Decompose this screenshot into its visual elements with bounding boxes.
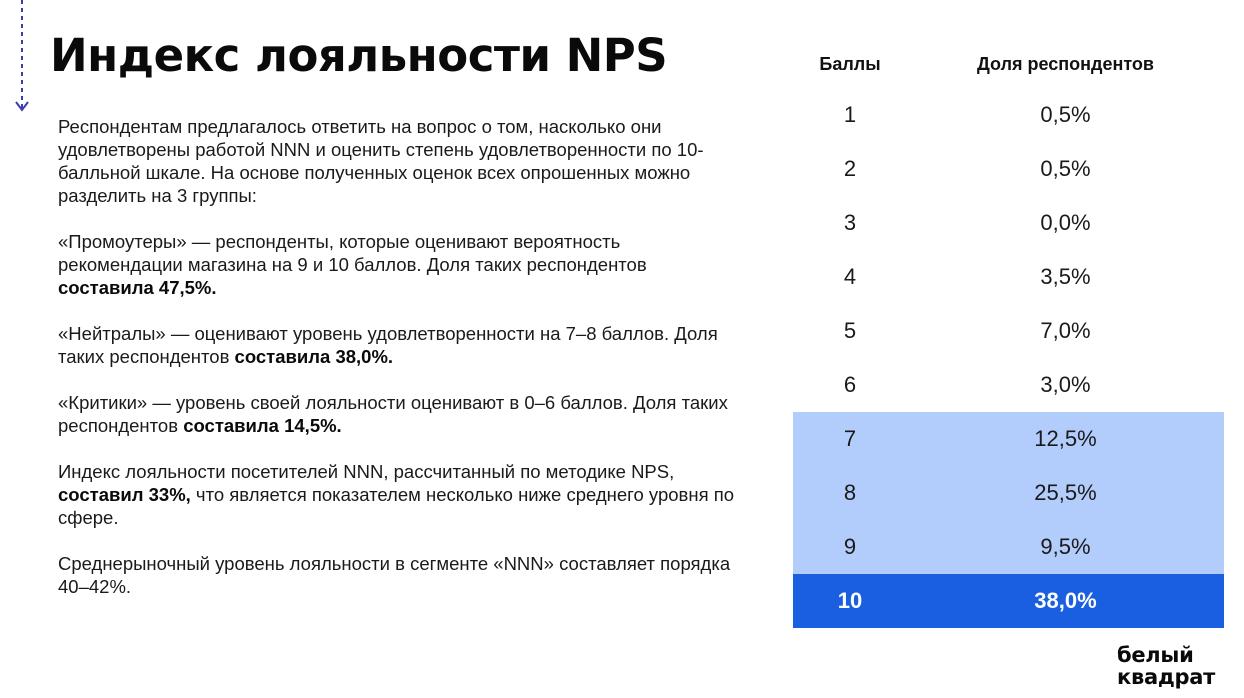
- share-cell: 3,5%: [1040, 264, 1091, 289]
- share-cell: 0,5%: [1040, 102, 1091, 127]
- table-row: [793, 196, 1224, 250]
- critics-paragraph: «Критики» — уровень своей лояльности оценивают в 0–6 баллов. Доля таких респондентов составила 14,5%.: [58, 392, 728, 436]
- scroll-down-arrow-icon: [14, 0, 30, 118]
- description-text: [58, 115, 738, 621]
- table-row-neutral: [793, 520, 1224, 574]
- score-cell: 6: [843, 372, 857, 397]
- share-cell: 0,0%: [1040, 210, 1091, 235]
- share-cell: 7,0%: [1040, 318, 1091, 343]
- table-row: [793, 88, 1224, 142]
- neutrals-paragraph: «Нейтралы» — оценивают уровень удовлетворенности на 7–8 баллов. Доля таких респондентов составила 38,0%.: [58, 323, 718, 367]
- table-row-neutral: [793, 466, 1224, 520]
- score-cell: 2: [843, 156, 857, 181]
- table-row: [793, 250, 1224, 304]
- page-title: Индекс лояльности NPS: [50, 29, 668, 82]
- share-cell: 0,5%: [1040, 156, 1091, 181]
- score-cell: 10: [837, 588, 863, 613]
- header-share: Доля респондентов: [977, 54, 1154, 74]
- score-table: [793, 88, 1224, 628]
- share-cell: 25,5%: [1034, 480, 1097, 505]
- score-cell: 3: [843, 210, 857, 235]
- score-cell: 8: [843, 480, 857, 505]
- score-cell: 7: [843, 426, 857, 451]
- score-cell: 9: [843, 534, 857, 559]
- header-score: Баллы: [819, 54, 881, 74]
- table-row: [793, 304, 1224, 358]
- share-cell: 9,5%: [1040, 534, 1091, 559]
- intro-paragraph: Респондентам предлагалось ответить на вопрос о том, насколько они удовлетворены работой NNN и оценить степень удовлетворенности по 10-балльной шкале. На основе полученных оценок всех опрошенных можно разделить на 3 группы:: [58, 116, 704, 206]
- table-row-highlighted: [793, 574, 1224, 628]
- score-cell: 1: [843, 102, 857, 127]
- share-cell: 3,0%: [1040, 372, 1091, 397]
- share-cell: 38,0%: [1034, 588, 1097, 613]
- market-level-paragraph: Среднерыночный уровень лояльности в сегменте «NNN» составляет порядка 40–42%.: [58, 553, 731, 597]
- table-header: [793, 54, 1224, 78]
- table-row: [793, 142, 1224, 196]
- logo-line-1: белый: [1117, 643, 1194, 667]
- score-cell: 5: [843, 318, 857, 343]
- brand-logo: [1117, 644, 1215, 688]
- nps-index-paragraph: Индекс лояльности посетителей NNN, рассчитанный по методике NPS, составил 33%, что является показателем несколько ниже среднего уровня по сфере.: [58, 461, 735, 528]
- table-row-neutral: [793, 412, 1224, 466]
- score-cell: 4: [843, 264, 857, 289]
- logo-line-2: квадрат: [1117, 665, 1215, 689]
- promoters-paragraph: «Промоутеры» — респонденты, которые оценивают вероятность рекомендации магазина на 9 и 10 баллов. Доля таких респондентов составила 47,5%.: [58, 231, 647, 298]
- share-cell: 12,5%: [1034, 426, 1097, 451]
- table-row: [793, 358, 1224, 412]
